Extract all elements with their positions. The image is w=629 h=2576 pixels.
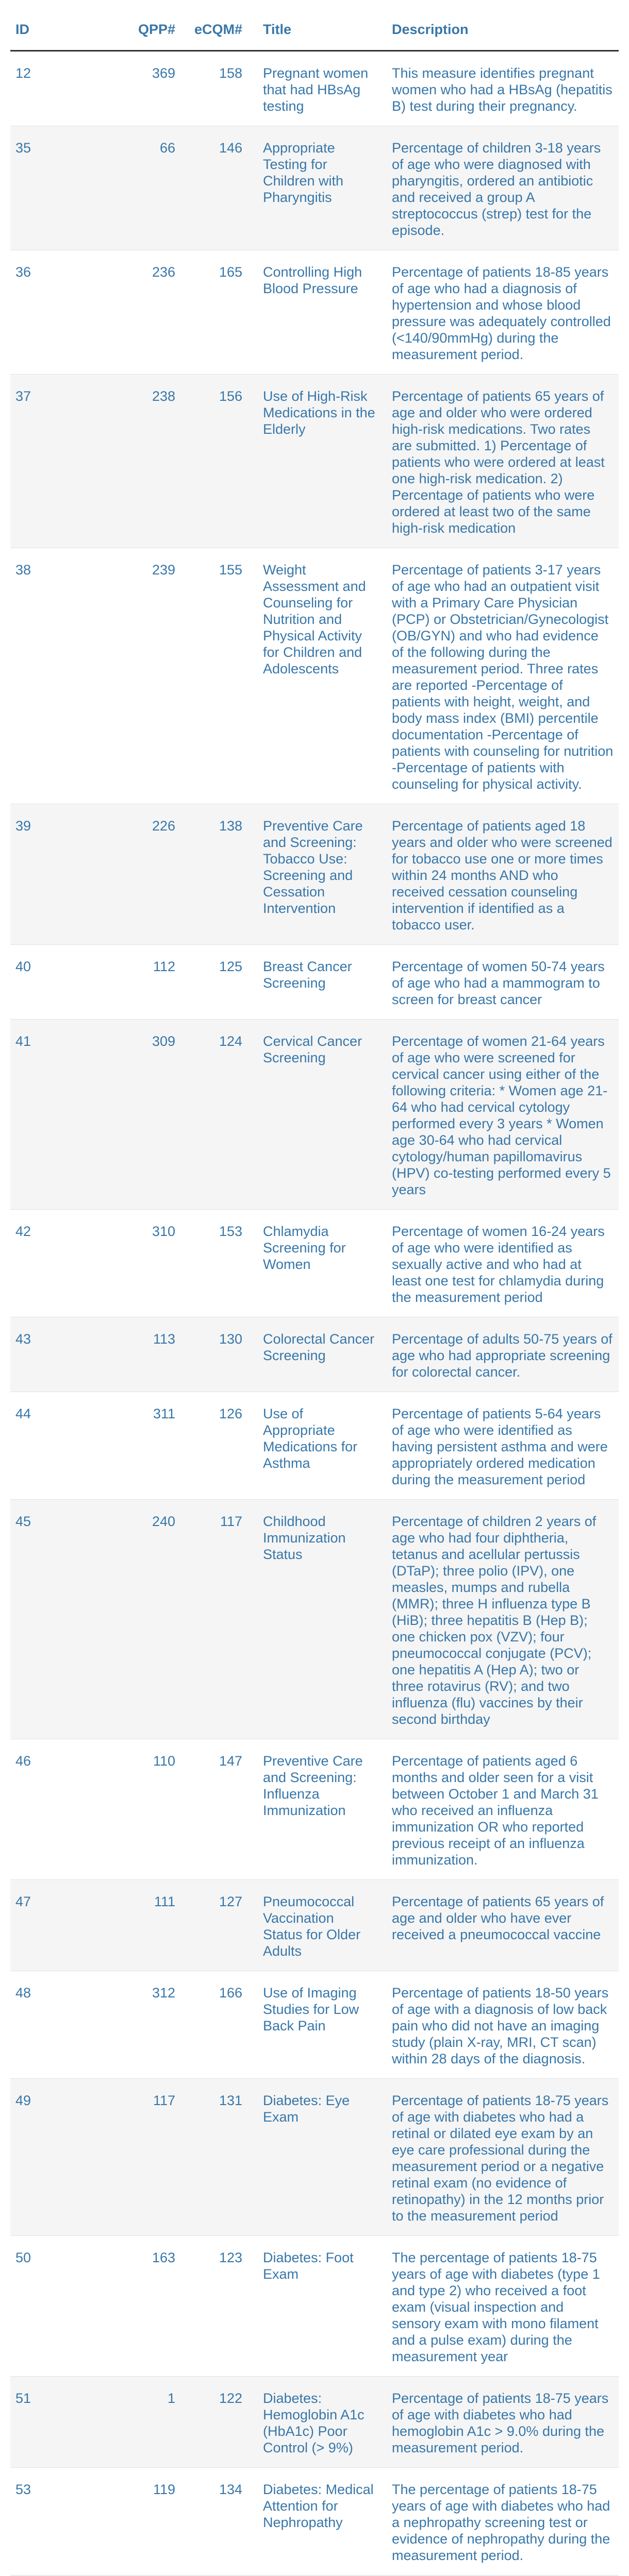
column-header-ecqm[interactable]: eCQM# [180,0,247,51]
cell-qpp: 240 [88,1500,180,1739]
cell-description: Percentage of patients aged 6 months and older seen for a visit between October 1 and March 31 who received an influenza immunization OR who reported previous receipt of an influenza immunization. [382,1739,619,1880]
cell-title: Breast Cancer Screening [247,945,382,1020]
cell-id: 53 [10,2468,88,2575]
cell-description: Percentage of patients 65 years of age and older who have ever received a pneumococcal vaccine [382,1880,619,1971]
cell-title: Weight Assessment and Counseling for Nutrition and Physical Activity for Children and Adolescents [247,548,382,804]
cell-qpp: 238 [88,375,180,548]
table-row [10,804,619,945]
table-row [10,2079,619,2236]
cell-id: 47 [10,1880,88,1971]
cell-qpp: 117 [88,2079,180,2236]
cell-id: 36 [10,250,88,375]
cell-description: Percentage of women 16-24 years of age who were identified as sexually active and who had at least one test for chlamydia during the measurement period [382,1210,619,1317]
table-row [10,2377,619,2468]
cell-title: Use of Imaging Studies for Low Back Pain [247,1971,382,2079]
table-row [10,1739,619,1880]
cell-id: 37 [10,375,88,548]
cell-description: Percentage of patients 18-85 years of age who had a diagnosis of hypertension and whose blood pressure was adequately controlled (<140/90mmHg) during the measurement period. [382,250,619,375]
cell-description: Percentage of patients 18-75 years of age with diabetes who had hemoglobin A1c > 9.0% during the measurement period. [382,2377,619,2468]
cell-ecqm: 156 [180,375,247,548]
cell-title: Appropriate Testing for Children with Pharyngitis [247,126,382,250]
cell-title: Pneumococcal Vaccination Status for Older Adults [247,1880,382,1971]
cell-description: Percentage of children 3-18 years of age who were diagnosed with pharyngitis, ordered an antibiotic and received a group A streptococcus (strep) test for the episode. [382,126,619,250]
cell-description: Percentage of patients 18-50 years of age with a diagnosis of low back pain who did not have an imaging study (plain X-ray, MRI, CT scan) within 28 days of the diagnosis. [382,1971,619,2079]
cell-ecqm: 131 [180,2079,247,2236]
cell-description: Percentage of patients 5-64 years of age who were identified as having persistent asthma and were appropriately ordered medication during the measurement period [382,1392,619,1500]
cell-qpp: 311 [88,1392,180,1500]
measures-table [10,0,619,2576]
column-header-qpp[interactable]: QPP# [88,0,180,51]
cell-ecqm: 134 [180,2468,247,2575]
cell-qpp: 111 [88,1880,180,1971]
cell-ecqm: 146 [180,126,247,250]
cell-qpp: 239 [88,548,180,804]
cell-qpp: 66 [88,126,180,250]
table-row [10,548,619,804]
cell-qpp: 369 [88,51,180,126]
table-row [10,2468,619,2575]
cell-qpp: 112 [88,945,180,1020]
cell-title: Preventive Care and Screening: Influenza Immunization [247,1739,382,1880]
cell-id: 43 [10,1317,88,1392]
cell-ecqm: 117 [180,1500,247,1739]
cell-description: The percentage of patients 18-75 years of age with diabetes who had a nephropathy screening test or evidence of nephropathy during the measurement period. [382,2468,619,2575]
cell-id: 51 [10,2377,88,2468]
cell-id: 41 [10,1020,88,1210]
column-header-title[interactable]: Title [247,0,382,51]
cell-title: Controlling High Blood Pressure [247,250,382,375]
cell-id: 40 [10,945,88,1020]
cell-title: Childhood Immunization Status [247,1500,382,1739]
cell-qpp: 119 [88,2468,180,2575]
table-row [10,1500,619,1739]
cell-title: Preventive Care and Screening: Tobacco Use: Screening and Cessation Intervention [247,804,382,945]
cell-qpp: 309 [88,1020,180,1210]
column-header-description[interactable]: Description [382,0,619,51]
cell-description: Percentage of patients aged 18 years and older who were screened for tobacco use one or more times within 24 months AND who received cessation counseling intervention if identified as a tobacco user. [382,804,619,945]
cell-title: Chlamydia Screening for Women [247,1210,382,1317]
table-row [10,375,619,548]
cell-ecqm: 122 [180,2377,247,2468]
cell-ecqm: 123 [180,2236,247,2377]
cell-qpp: 312 [88,1971,180,2079]
column-header-id[interactable]: ID [10,0,88,51]
cell-id: 38 [10,548,88,804]
cell-id: 48 [10,1971,88,2079]
cell-ecqm: 124 [180,1020,247,1210]
table-row [10,1317,619,1392]
cell-description: Percentage of women 21-64 years of age who were screened for cervical cancer using either of the following criteria: * Women age 21-64 who had cervical cytology performed every 3 years * Women age 30-64 who had cervical cytology/human papillomavirus (HPV) co-testing performed every 5 years [382,1020,619,1210]
cell-title: Use of High-Risk Medications in the Elderly [247,375,382,548]
table-row [10,250,619,375]
cell-ecqm: 155 [180,548,247,804]
cell-ecqm: 166 [180,1971,247,2079]
table-row [10,51,619,126]
cell-description: This measure identifies pregnant women who had a HBsAg (hepatitis B) test during their pregnancy. [382,51,619,126]
cell-qpp: 113 [88,1317,180,1392]
table-row [10,1880,619,1971]
cell-qpp: 226 [88,804,180,945]
table-body [10,51,619,2576]
cell-id: 46 [10,1739,88,1880]
table-header [10,0,619,51]
cell-description: Percentage of women 50-74 years of age who had a mammogram to screen for breast cancer [382,945,619,1020]
cell-qpp: 1 [88,2377,180,2468]
cell-title: Use of Appropriate Medications for Asthma [247,1392,382,1500]
cell-description: The percentage of patients 18-75 years of age with diabetes (type 1 and type 2) who received a foot exam (visual inspection and sensory exam with mono filament and a pulse exam) during the measurement year [382,2236,619,2377]
table-row [10,1392,619,1500]
cell-title: Cervical Cancer Screening [247,1020,382,1210]
cell-description: Percentage of patients 65 years of age and older who were ordered high-risk medications. Two rates are submitted. 1) Percentage of patients who were ordered at least one high-risk medication. 2) Percentage of patients who were ordered at least two of the same high-risk medication [382,375,619,548]
cell-id: 49 [10,2079,88,2236]
cell-ecqm: 165 [180,250,247,375]
table-row [10,2236,619,2377]
cell-ecqm: 130 [180,1317,247,1392]
cell-id: 45 [10,1500,88,1739]
cell-title: Diabetes: Medical Attention for Nephropathy [247,2468,382,2575]
header-row [10,0,619,51]
cell-ecqm: 125 [180,945,247,1020]
cell-ecqm: 138 [180,804,247,945]
table-row [10,1971,619,2079]
cell-ecqm: 158 [180,51,247,126]
cell-title: Pregnant women that had HBsAg testing [247,51,382,126]
cell-id: 12 [10,51,88,126]
cell-qpp: 310 [88,1210,180,1317]
cell-ecqm: 127 [180,1880,247,1971]
cell-ecqm: 147 [180,1739,247,1880]
cell-qpp: 110 [88,1739,180,1880]
cell-qpp: 163 [88,2236,180,2377]
cell-title: Diabetes: Hemoglobin A1c (HbA1c) Poor Control (> 9%) [247,2377,382,2468]
table-row [10,126,619,250]
cell-title: Diabetes: Foot Exam [247,2236,382,2377]
cell-id: 35 [10,126,88,250]
cell-title: Diabetes: Eye Exam [247,2079,382,2236]
table-row [10,945,619,1020]
cell-description: Percentage of patients 3-17 years of age who had an outpatient visit with a Primary Care Physician (PCP) or Obstetrician/Gynecologist (OB/GYN) and who had evidence of the following during the measurement period. Three rates are reported -Percentage of patients with height, weight, and body mass index (BMI) percentile documentation -Percentage of patients with counseling for nutrition -Percentage of patients with counseling for physical activity. [382,548,619,804]
cell-ecqm: 126 [180,1392,247,1500]
cell-description: Percentage of adults 50-75 years of age who had appropriate screening for colorectal cancer. [382,1317,619,1392]
table-row [10,1020,619,1210]
table-row [10,1210,619,1317]
cell-id: 50 [10,2236,88,2377]
cell-id: 39 [10,804,88,945]
cell-ecqm: 153 [180,1210,247,1317]
cell-qpp: 236 [88,250,180,375]
cell-description: Percentage of children 2 years of age who had four diphtheria, tetanus and acellular pertussis (DTaP); three polio (IPV), one measles, mumps and rubella (MMR); three H influenza type B (HiB); three hepatitis B (Hep B); one chicken pox (VZV); four pneumococcal conjugate (PCV); one hepatitis A (Hep A); two or three rotavirus (RV); and two influenza (flu) vaccines by their second birthday [382,1500,619,1739]
cell-title: Colorectal Cancer Screening [247,1317,382,1392]
cell-description: Percentage of patients 18-75 years of age with diabetes who had a retinal or dilated eye exam by an eye care professional during the measurement period or a negative retinal exam (no evidence of retinopathy) in the 12 months prior to the measurement period [382,2079,619,2236]
cell-id: 42 [10,1210,88,1317]
cell-id: 44 [10,1392,88,1500]
